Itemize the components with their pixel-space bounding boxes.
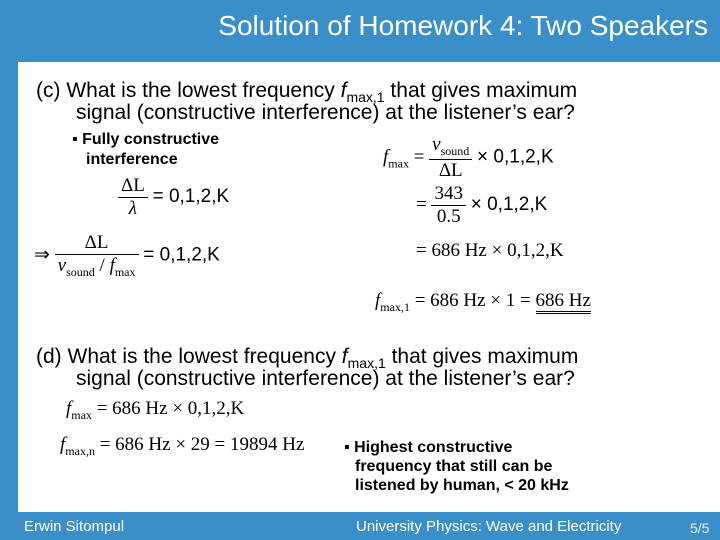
answer-c: 686 Hz: [536, 290, 591, 314]
slide-title: Solution of Homework 4: Two Speakers: [218, 10, 708, 41]
bullet-d-line2: frequency that still can be: [355, 458, 553, 475]
bullet-c: ▪ Fully constructive: [72, 131, 220, 148]
eq-686-seq: = 686 Hz × 0,1,2,K: [416, 240, 564, 261]
bullet-d: ▪ Highest constructive: [344, 439, 513, 456]
eq-343-over-05: = $\frac{343}{0.5}$ × 0,1,2,K: [416, 183, 548, 227]
question-d-line2: signal (constructive interference) at the listener’s ear?: [76, 367, 575, 390]
eq-fmax-def: $f_{max}$ = $\frac{v_{sound}}{\Delta L}$ × 0,1,2,K: [383, 134, 554, 181]
eq-fmax1-answer: $f_{max,1} = 686$ Hz × 1 = 686 Hz: [375, 290, 591, 314]
question-c: (c) What is the lowest frequency $f_{max,1}$ that gives maximum: [36, 79, 578, 105]
bullet-d-line3: listened by human, < 20 kHz: [355, 477, 569, 494]
eq-d-29: $f_{max,n} = 686$ Hz × 29 = 19894 Hz: [60, 434, 305, 458]
bullet-c-line2: interference: [86, 151, 178, 168]
eq-dl-v-over-f: ⇒ $\frac{\Delta L}{v_{sound} / f_{max}}$ = 0,1,2,K: [34, 232, 220, 279]
footer-course: University Physics: Wave and Electricity: [356, 518, 622, 535]
question-c-line2: signal (constructive interference) at the listener’s ear?: [76, 101, 575, 124]
page-number: 5/5: [690, 520, 710, 536]
footer-author: Erwin Sitompul: [24, 518, 125, 535]
question-d: (d) What is the lowest frequency $f_{max,1}$ that gives maximum: [36, 345, 579, 371]
eq-dl-lambda: $\frac{\Delta L}{\lambda}$ = 0,1,2,K: [118, 175, 229, 220]
eq-d-seq: $f_{max} = 686$ Hz × 0,1,2,K: [66, 398, 245, 422]
